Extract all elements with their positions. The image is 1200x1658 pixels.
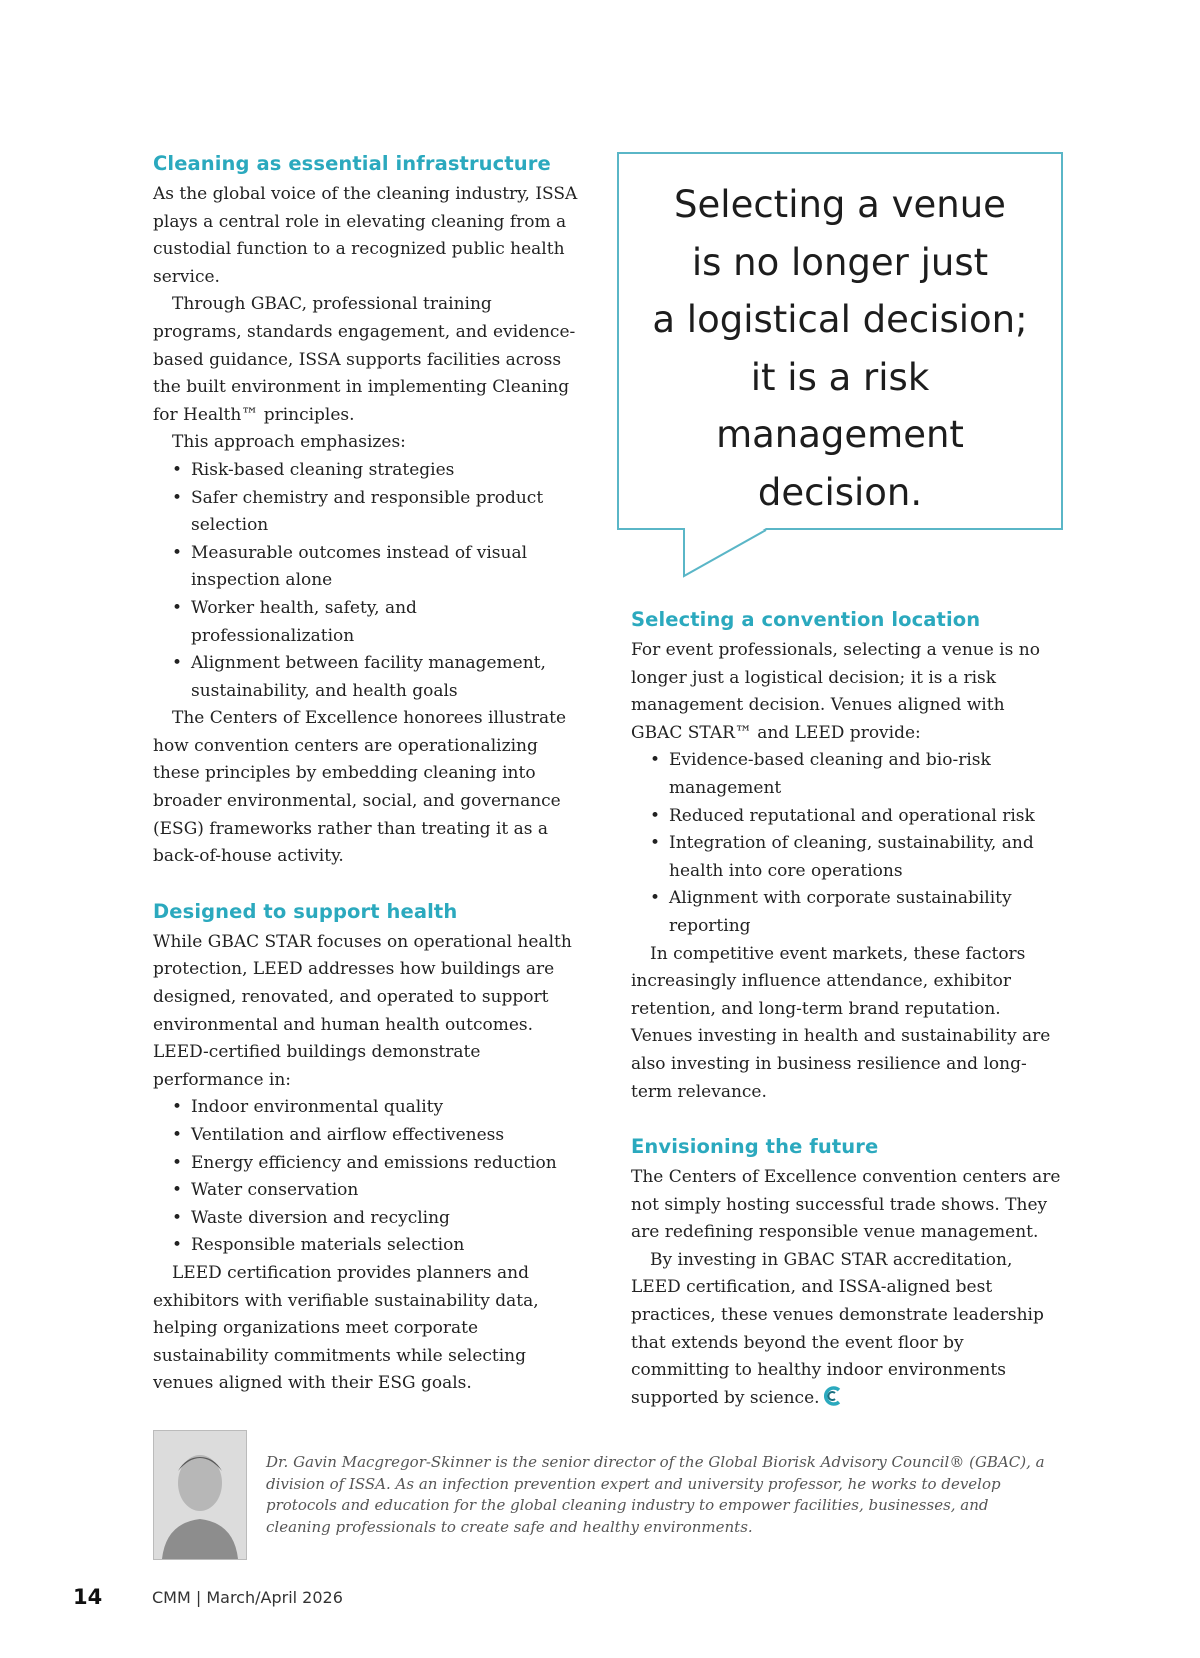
bullet-icon: •	[172, 1207, 183, 1228]
left-column	[153, 150, 578, 1398]
bullet-icon: •	[172, 1097, 183, 1118]
paragraph: This approach emphasizes:	[172, 432, 406, 453]
bullet-icon: •	[650, 833, 661, 854]
section-heading-envisioning-future: Envisioning the future	[631, 1135, 879, 1159]
list-item: • Worker health, safety, and professionalization	[191, 595, 578, 650]
speech-bubble-tail-icon	[680, 528, 770, 580]
end-of-article-c-icon	[824, 1386, 842, 1406]
bullet-icon: •	[172, 487, 183, 508]
list-item: • Alignment between facility management, sustainability, and health goals	[191, 650, 578, 705]
list-item: • Reduced reputational and operational risk	[669, 803, 1061, 831]
pull-quote-callout	[617, 152, 1063, 530]
list-item: • Waste diversion and recycling	[191, 1205, 578, 1233]
list-item: • Risk-based cleaning strategies	[191, 457, 578, 485]
list-item: • Responsible materials selection	[191, 1232, 578, 1260]
pull-quote-line: a logistical decision;	[652, 298, 1028, 341]
list-item: • Energy efficiency and emissions reduction	[191, 1150, 578, 1178]
author-bio-box	[153, 1430, 1053, 1560]
pull-quote-line: management	[716, 413, 964, 456]
paragraph: For event professionals, selecting a venue is no longer just a logistical decision; it is a risk management decision. Venues aligned with GBAC STAR™ and LEED provide:	[631, 640, 1040, 743]
section-heading-designed-health: Designed to support health	[153, 899, 458, 923]
bullet-icon: •	[650, 888, 661, 909]
list-item: • Water conservation	[191, 1177, 578, 1205]
bullet-icon: •	[172, 1180, 183, 1201]
section-heading-cleaning-infrastructure: Cleaning as essential infrastructure	[153, 152, 551, 175]
bullet-list	[153, 457, 578, 705]
list-item: • Indoor environmental quality	[191, 1094, 578, 1122]
bullet-icon: •	[172, 1152, 183, 1173]
right-column	[631, 606, 1061, 1412]
person-icon	[154, 1431, 246, 1559]
bullet-list	[153, 1094, 578, 1260]
list-item: • Evidence-based cleaning and bio-risk management	[669, 747, 1061, 802]
list-item: • Measurable outcomes instead of visual inspection alone	[191, 540, 578, 595]
section-heading-convention-location: Selecting a convention location	[631, 608, 981, 631]
paragraph: As the global voice of the cleaning industry, ISSA plays a central role in elevating cleaning from a custodial function to a recognized public health service.	[153, 184, 578, 287]
bullet-icon: •	[172, 459, 183, 480]
paragraph: By investing in GBAC STAR accreditation, LEED certification, and ISSA-aligned best practices, these venues demonstrate leadership that extends beyond the event floor by committing to healthy indoor environments supported by science.	[631, 1249, 1044, 1408]
paragraph: The Centers of Excellence honorees illustrate how convention centers are operationalizing these principles by embedding cleaning into broader environmental, social, and governance (ESG) frameworks rather than treating it as a back-of-house activity.	[153, 708, 567, 867]
publication-info: CMM | March/April 2026	[152, 1588, 343, 1607]
page-number: 14	[73, 1585, 103, 1609]
bullet-icon: •	[650, 805, 661, 826]
list-item: • Alignment with corporate sustainability reporting	[669, 885, 1061, 940]
list-item: • Safer chemistry and responsible product selection	[191, 485, 578, 540]
bullet-icon: •	[172, 1235, 183, 1256]
bullet-icon: •	[650, 750, 661, 771]
list-item: • Ventilation and airflow effectiveness	[191, 1122, 578, 1150]
paragraph: Through GBAC, professional training programs, standards engagement, and evidence-based guidance, ISSA supports facilities across the built environment in implementing Cleaning for Health™ principles.	[153, 294, 576, 425]
bullet-icon: •	[172, 542, 183, 563]
bullet-icon: •	[172, 1125, 183, 1145]
paragraph: While GBAC STAR focuses on operational health protection, LEED addresses how buildings are designed, renovated, and operated to support environmental and human health outcomes. LEED-certified buildings demonstrate performance in:	[153, 931, 572, 1090]
bullet-icon: •	[172, 597, 183, 618]
pull-quote-line: decision.	[757, 470, 923, 514]
paragraph: In competitive event markets, these factors increasingly influence attendance, exhibitor retention, and long-term brand reputation. Venues investing in health and sustainability are also investing in business resilience and long-term relevance.	[631, 943, 1051, 1102]
pull-quote-text	[619, 176, 1061, 521]
list-item: • Integration of cleaning, sustainability, and health into core operations	[669, 830, 1061, 885]
bullet-icon: •	[172, 653, 183, 674]
paragraph: The Centers of Excellence convention centers are not simply hosting successful trade shows. They are redefining responsible venue management.	[631, 1167, 1061, 1243]
pull-quote-line: it is a risk	[750, 355, 930, 399]
pull-quote-line: Selecting a venue	[674, 183, 1006, 226]
paragraph: LEED certification provides planners and exhibitors with verifiable sustainability data, helping organizations meet corporate sustainability commitments while selecting venues aligned with their ESG goals.	[153, 1262, 539, 1394]
author-headshot	[153, 1430, 247, 1560]
author-bio-text: Dr. Gavin Macgregor-Skinner is the senior director of the Global Biorisk Advisory Council® (GBAC), a division of ISSA. As an infection prevention expert and university professor, he works to develop protocols and education for the global cleaning industry to empower facilities, businesses, and cleaning professionals to create safe and healthy environments.	[266, 1453, 1045, 1536]
pull-quote-line: is no longer just	[691, 240, 989, 284]
bullet-list	[631, 747, 1061, 940]
